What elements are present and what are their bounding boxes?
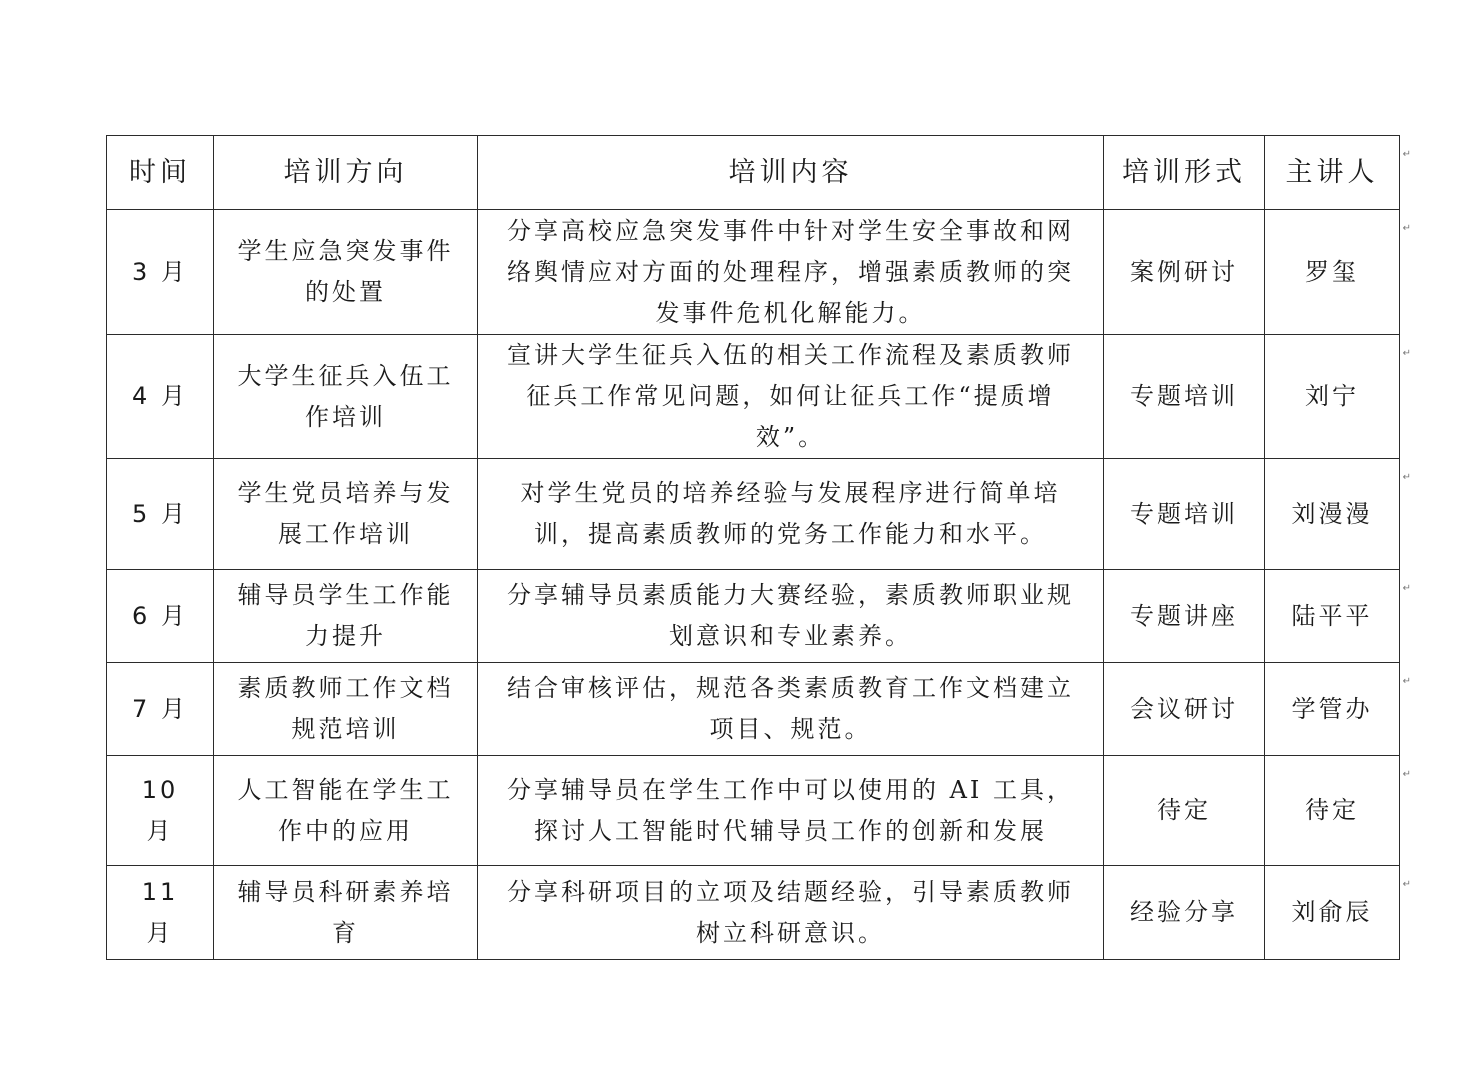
table-row [107,866,1400,960]
paragraph-mark-icon: ↵ [1402,149,1411,160]
cell-speaker [1265,335,1411,459]
cell-format: 案例研讨 [1104,210,1265,335]
cell-speaker [1265,756,1411,866]
cell-month: 7 月 [107,663,214,756]
header-direction: 培训方向 [214,136,478,210]
cell-content: 结合审核评估，规范各类素质教育工作文档建立项目、规范。 [478,663,1104,756]
cell-speaker [1265,866,1411,960]
paragraph-mark-icon: ↵ [1402,223,1411,234]
cell-month: 4 月 [107,335,214,459]
table-row [107,663,1400,756]
cell-month: 3 月 [107,210,214,335]
paragraph-mark-icon: ↵ [1402,769,1411,780]
cell-speaker-label: 罗玺 [1305,257,1359,286]
paragraph-mark-icon: ↵ [1402,583,1411,594]
paragraph-mark-icon: ↵ [1402,676,1411,687]
table-row [107,570,1400,663]
cell-format: 经验分享 [1104,866,1265,960]
header-time: 时间 [107,136,214,210]
header-content: 培训内容 [478,136,1104,210]
table-row [107,210,1400,335]
cell-speaker [1265,663,1411,756]
cell-content: 分享辅导员在学生工作中可以使用的 AI 工具，探讨人工智能时代辅导员工作的创新和发展 [478,756,1104,866]
cell-direction: 学生应急突发事件的处置 [214,210,478,335]
cell-direction: 大学生征兵入伍工作培训 [214,335,478,459]
cell-format: 待定 [1104,756,1265,866]
cell-content: 分享高校应急突发事件中针对学生安全事故和网络舆情应对方面的处理程序，增强素质教师的突发事件危机化解能力。 [478,210,1104,335]
cell-month: 5 月 [107,459,214,570]
table-header-row [107,136,1400,210]
cell-format: 专题培训 [1104,335,1265,459]
cell-speaker-label: 刘宁 [1305,382,1359,410]
training-schedule-table [106,135,1411,960]
paragraph-mark-icon: ↵ [1402,879,1411,890]
cell-month: 11 月 [107,866,214,960]
cell-month: 6 月 [107,570,214,663]
cell-direction: 素质教师工作文档规范培训 [214,663,478,756]
cell-speaker [1265,459,1411,570]
cell-speaker-label: 学管办 [1291,694,1373,723]
cell-speaker-label: 陆平平 [1291,601,1373,630]
header-speaker-label: 主讲人 [1285,157,1379,188]
table-row [107,335,1400,459]
cell-content: 分享科研项目的立项及结题经验，引导素质教师树立科研意识。 [478,866,1104,960]
cell-content: 宣讲大学生征兵入伍的相关工作流程及素质教师征兵工作常见问题，如何让征兵工作“提质增效”。 [478,335,1104,459]
table-row [107,756,1400,866]
cell-format: 会议研讨 [1104,663,1265,756]
paragraph-mark-icon: ↵ [1402,348,1411,359]
cell-direction: 学生党员培养与发展工作培训 [214,459,478,570]
cell-format: 专题讲座 [1104,570,1265,663]
cell-speaker-label: 刘漫漫 [1291,499,1373,528]
cell-speaker-label: 待定 [1305,796,1359,824]
paragraph-mark-icon: ↵ [1402,472,1411,483]
header-speaker [1265,136,1411,210]
header-format: 培训形式 [1104,136,1265,210]
cell-speaker [1265,210,1411,335]
cell-content: 分享辅导员素质能力大赛经验，素质教师职业规划意识和专业素养。 [478,570,1104,663]
cell-speaker [1265,570,1411,663]
cell-direction: 辅导员科研素养培育 [214,866,478,960]
cell-format: 专题培训 [1104,459,1265,570]
cell-month: 10 月 [107,756,214,866]
cell-direction: 人工智能在学生工作中的应用 [214,756,478,866]
cell-content: 对学生党员的培养经验与发展程序进行简单培训，提高素质教师的党务工作能力和水平。 [478,459,1104,570]
cell-speaker-label: 刘俞辰 [1291,898,1373,926]
table-row [107,459,1400,570]
cell-direction: 辅导员学生工作能力提升 [214,570,478,663]
